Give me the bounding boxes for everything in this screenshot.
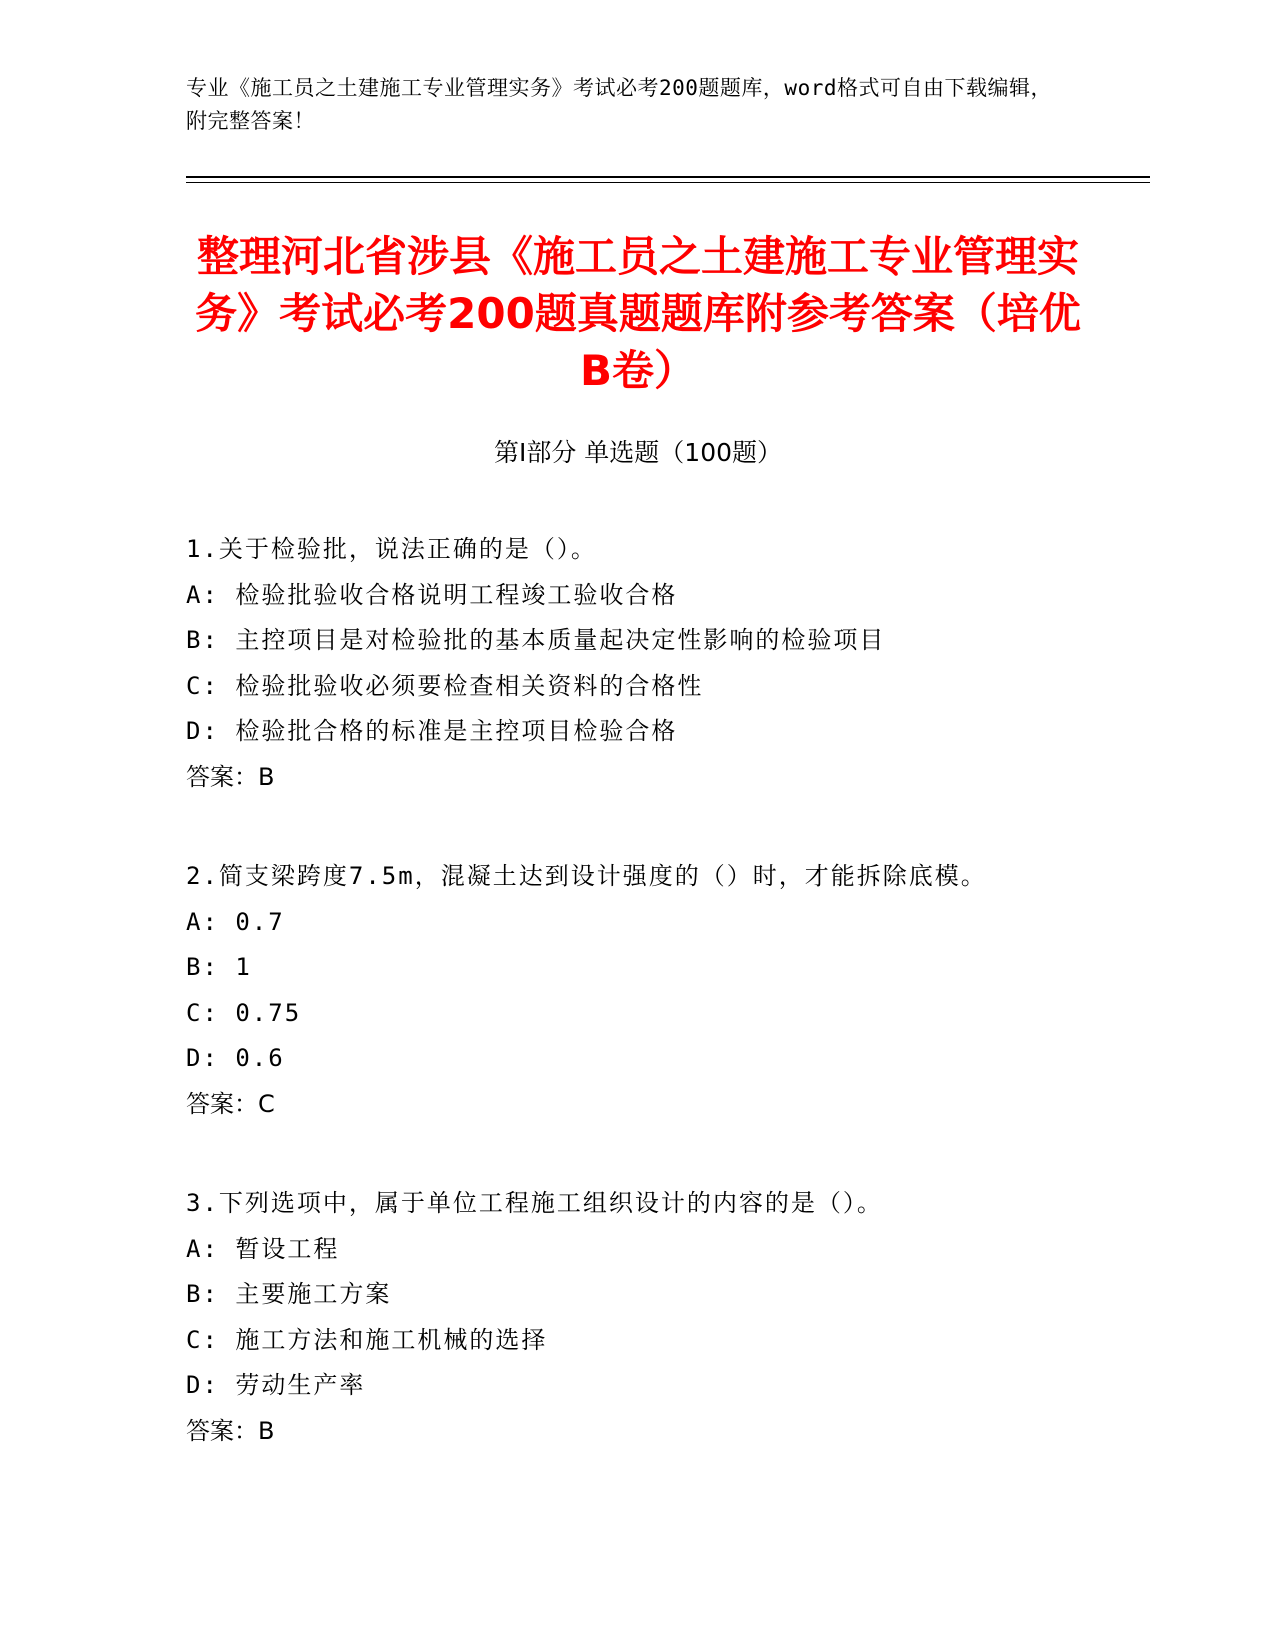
question-stem: 1.关于检验批，说法正确的是（）。: [186, 535, 597, 563]
option-d: D: 检验批合格的标准是主控项目检验合格: [186, 717, 678, 745]
option-d: D: 0.6: [186, 1044, 285, 1072]
document-title: 整理河北省涉县《施工员之土建施工专业管理实务》考试必考200题真题题库附参考答案（培优B卷）: [195, 232, 1081, 395]
header-divider-thick: [186, 176, 1150, 178]
option-c: C: 施工方法和施工机械的选择: [186, 1325, 548, 1354]
option-b: B: 主控项目是对检验批的基本质量起决定性影响的检验项目: [186, 626, 886, 654]
header-note: 专业《施工员之土建施工专业管理实务》考试必考200题题库，word格式可自由下载编辑，附完整答案！: [186, 76, 1052, 133]
question-stem: 2.简支梁跨度7.5m，混凝土达到设计强度的（）时，才能拆除底模。: [186, 862, 987, 890]
option-c: C: 0.75: [186, 998, 302, 1027]
answer: 答案：C: [186, 1089, 275, 1118]
header-divider-thin: [186, 182, 1150, 183]
option-a: A: 暂设工程: [186, 1234, 340, 1263]
question-stem: 3.下列选项中，属于单位工程施工组织设计的内容的是（）。: [186, 1189, 883, 1217]
question-list: [186, 527, 1106, 1508]
option-d: D: 劳动生产率: [186, 1371, 366, 1399]
question-2: [186, 854, 1106, 1127]
option-a: A: 0.7: [186, 907, 285, 936]
option-a: A: 检验批验收合格说明工程竣工验收合格: [186, 580, 678, 609]
option-c: C: 检验批验收必须要检查相关资料的合格性: [186, 671, 704, 700]
question-1: [186, 527, 1106, 800]
option-b: B: 1: [186, 953, 252, 981]
answer: 答案：B: [186, 1416, 275, 1445]
section-title: 第I部分 单选题（100题）: [493, 438, 783, 467]
question-3: [186, 1181, 1106, 1454]
option-b: B: 主要施工方案: [186, 1280, 392, 1308]
answer: 答案：B: [186, 762, 275, 791]
